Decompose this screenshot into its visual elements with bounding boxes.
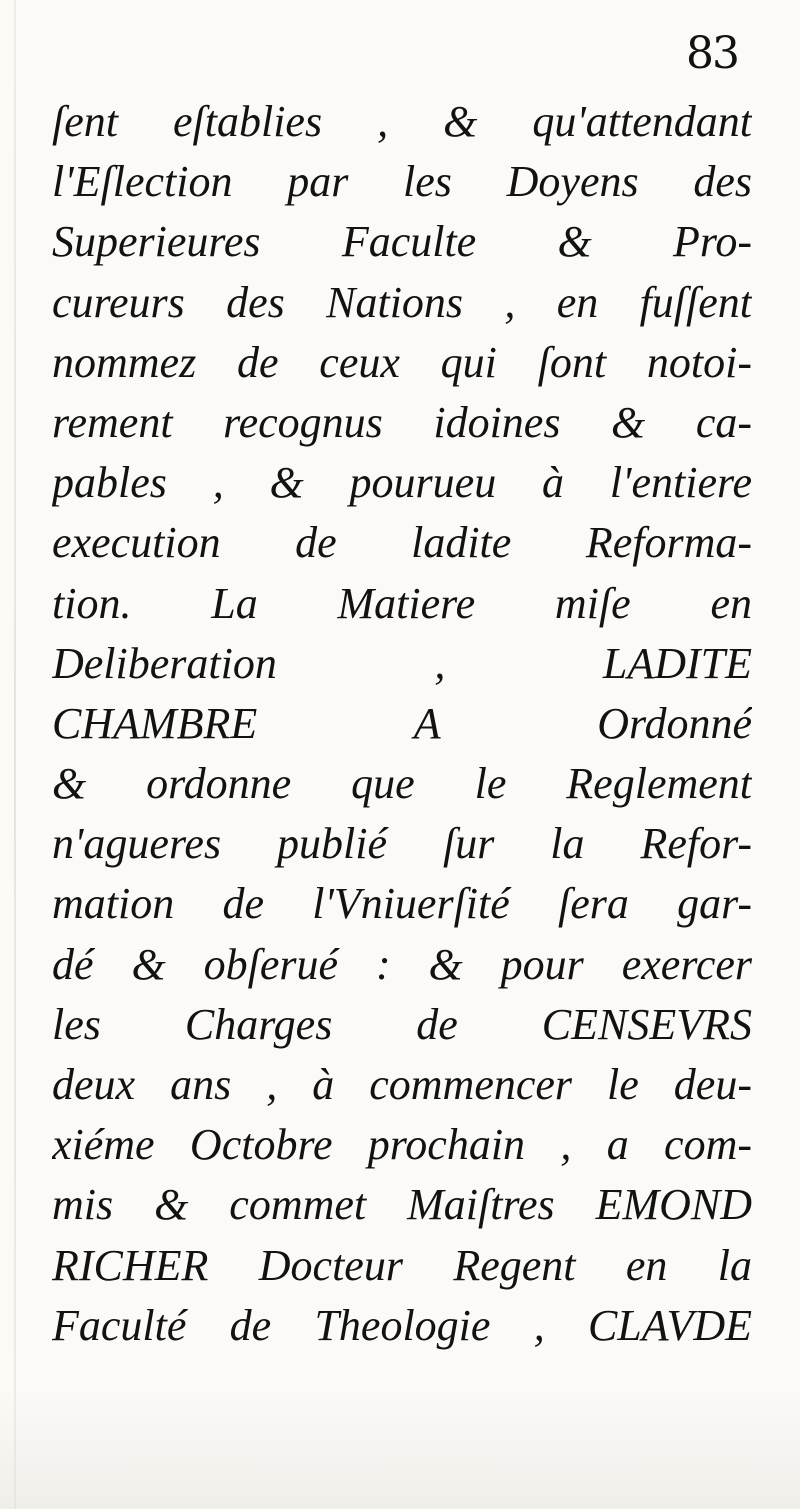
- page-number: 83: [686, 28, 738, 79]
- text-line: deux ans , à commencer le deu-: [52, 1060, 752, 1109]
- text-line: dé & obſerué : & pour exercer: [52, 939, 752, 989]
- page-gutter: [14, 0, 16, 1509]
- text-line: rement recognus idoines & ca-: [52, 397, 752, 447]
- text-line: xiéme Octobre prochain , a com-: [52, 1120, 752, 1170]
- text-line: CHAMBRE A Ordonné: [52, 698, 752, 748]
- text-line: RICHER Docteur Regent en la: [52, 1240, 752, 1290]
- page-bottom-shading: [0, 1389, 800, 1509]
- text-line: ſent eſtablies , & qu'attendant: [52, 97, 752, 146]
- text-line: cureurs des Nations , en fuſſent: [52, 277, 752, 327]
- text-line: l'Eſlection par les Doyens des: [52, 157, 752, 207]
- text-line: les Charges de CENSEVRS: [52, 999, 752, 1049]
- text-line: pables , & pourueu à l'entiere: [52, 458, 752, 508]
- text-line: mation de l'Vniuerſité ſera gar-: [52, 879, 752, 929]
- text-line: Faculté de Theologie , CLAVDE: [52, 1300, 752, 1350]
- text-line: Superieures Faculte & Pro-: [52, 217, 752, 267]
- text-line: tion. La Matiere miſe en: [52, 578, 752, 628]
- text-line: nommez de ceux qui ſont notoi-: [52, 337, 752, 387]
- text-line: execution de ladite Reforma-: [52, 518, 752, 568]
- body-text: [52, 92, 752, 1356]
- text-line: mis & commet Maiſtres EMOND: [52, 1180, 752, 1230]
- text-line: n'agueres publié ſur la Refor-: [52, 819, 752, 869]
- text-line: & ordonne que le Reglement: [52, 759, 752, 809]
- text-line: Deliberation , LADITE: [52, 638, 752, 688]
